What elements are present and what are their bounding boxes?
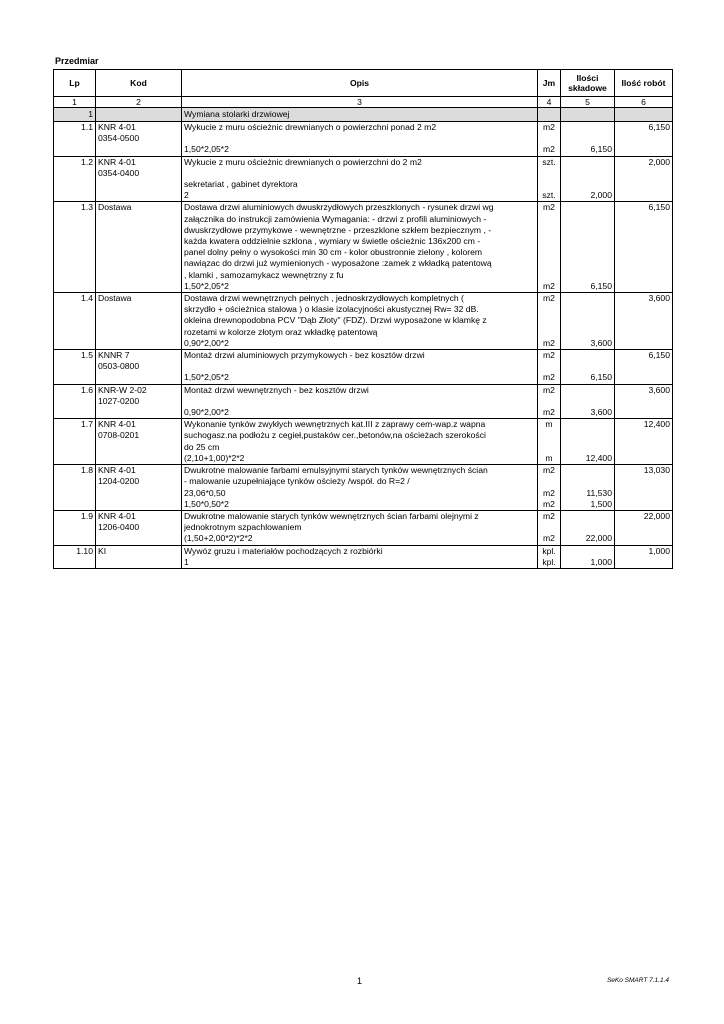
item-unit: kpl. <box>538 545 561 557</box>
item-number: 1.4 <box>54 293 96 338</box>
item-number: 1.6 <box>54 384 96 407</box>
measurement-value: 3,600 <box>561 407 615 419</box>
item-row <box>54 350 673 373</box>
measurement-total <box>615 338 673 350</box>
item-total: 12,400 <box>615 419 673 453</box>
measurement-kod <box>96 372 182 384</box>
measurement-lp <box>54 338 96 350</box>
measurement-value: 22,000 <box>561 533 615 545</box>
measurement-value: 1,500 <box>561 499 615 511</box>
item-code: KNNR 7 0503-0800 <box>96 350 182 373</box>
column-number: 4 <box>538 97 561 108</box>
measurement-formula: 1 <box>182 557 538 569</box>
item-number: 1.5 <box>54 350 96 373</box>
przedmiar-table <box>53 69 673 569</box>
measurement-kod <box>96 338 182 350</box>
item-row <box>54 122 673 145</box>
item-unit: m2 <box>538 122 561 145</box>
page-number: 1 <box>357 976 363 986</box>
item-qty-empty <box>561 293 615 338</box>
measurement-unit: m2 <box>538 144 561 156</box>
item-code: KNR 4-01 0708-0201 <box>96 419 182 453</box>
section-total <box>615 108 673 122</box>
measurement-formula: 1,50*2,05*2 <box>182 144 538 156</box>
measurement-value: 11,530 <box>561 488 615 499</box>
measurement-formula: 23,06*0,50 <box>182 488 538 499</box>
column-number: 6 <box>615 97 673 108</box>
measurement-total <box>615 499 673 511</box>
header-kod: Kod <box>96 70 182 97</box>
item-description: Wykonanie tynków zwykłych wewnętrznych kat.III z zaprawy cem-wap.z wapna suchogasz.na podłożu z cegieł,pustaków cer.,betonów,na ościeżach szerokości do 25 cm <box>182 419 538 453</box>
measurement-value: 6,150 <box>561 281 615 293</box>
item-code: KNR 4-01 1206-0400 <box>96 510 182 533</box>
header-lp: Lp <box>54 70 96 97</box>
measurement-lp <box>54 407 96 419</box>
item-total: 2,000 <box>615 156 673 190</box>
measurement-formula: (1,50+2,00*2)*2*2 <box>182 533 538 545</box>
item-total: 6,150 <box>615 122 673 145</box>
item-description: Dwukrotne malowanie starych tynków wewnętrznych ścian farbami olejnymi z jednokrotnym szpachlowaniem <box>182 510 538 533</box>
measurement-unit: m <box>538 453 561 465</box>
item-qty-empty <box>561 384 615 407</box>
measurement-unit: kpl. <box>538 557 561 569</box>
measurement-unit: szt. <box>538 190 561 202</box>
header-opis: Opis <box>182 70 538 97</box>
item-total: 6,150 <box>615 202 673 281</box>
item-code: Dostawa <box>96 293 182 338</box>
measurement-formula: 0,90*2,00*2 <box>182 407 538 419</box>
measurement-lp <box>54 488 96 499</box>
item-unit: m <box>538 419 561 453</box>
item-total: 22,000 <box>615 510 673 533</box>
header-jm: Jm <box>538 70 561 97</box>
item-unit: m2 <box>538 350 561 373</box>
item-number: 1.7 <box>54 419 96 453</box>
measurement-unit: m2 <box>538 281 561 293</box>
measurement-row <box>54 281 673 293</box>
item-number: 1.8 <box>54 465 96 488</box>
item-unit: m2 <box>538 384 561 407</box>
item-row <box>54 465 673 488</box>
measurement-row <box>54 144 673 156</box>
measurement-kod <box>96 488 182 499</box>
item-description: Wykucie z muru ościeżnic drewnianych o powierzchni do 2 m2 sekretariat , gabinet dyrektora <box>182 156 538 190</box>
measurement-row <box>54 499 673 511</box>
header-ilosc-robot: Ilość robót <box>615 70 673 97</box>
item-code: KNR 4-01 0354-0400 <box>96 156 182 190</box>
item-qty-empty <box>561 465 615 488</box>
item-total: 6,150 <box>615 350 673 373</box>
item-description: Montaż drzwi aluminiowych przymykowych - bez kosztów drzwi <box>182 350 538 373</box>
measurement-lp <box>54 190 96 202</box>
software-label: SeKo SMART 7.1.1.4 <box>606 977 669 984</box>
measurement-value: 2,000 <box>561 190 615 202</box>
item-unit: m2 <box>538 510 561 533</box>
measurement-unit: m2 <box>538 407 561 419</box>
item-row <box>54 384 673 407</box>
item-row <box>54 419 673 453</box>
item-unit: m2 <box>538 465 561 488</box>
measurement-total <box>615 557 673 569</box>
item-number: 1.2 <box>54 156 96 190</box>
measurement-row <box>54 533 673 545</box>
item-number: 1.1 <box>54 122 96 145</box>
measurement-formula: 1,50*0,50*2 <box>182 499 538 511</box>
item-unit: m2 <box>538 293 561 338</box>
measurement-kod <box>96 144 182 156</box>
measurement-kod <box>96 407 182 419</box>
measurement-total <box>615 372 673 384</box>
measurement-kod <box>96 281 182 293</box>
section-row <box>54 108 673 122</box>
section-jm <box>538 108 561 122</box>
column-number: 3 <box>182 97 538 108</box>
measurement-unit: m2 <box>538 488 561 499</box>
column-number-row <box>54 97 673 108</box>
item-total: 3,600 <box>615 384 673 407</box>
header-ilosci-skladowe: Ilości składowe <box>561 70 615 97</box>
item-total: 3,600 <box>615 293 673 338</box>
measurement-total <box>615 190 673 202</box>
measurement-formula: 1,50*2,05*2 <box>182 281 538 293</box>
item-row <box>54 510 673 533</box>
measurement-lp <box>54 144 96 156</box>
item-qty-empty <box>561 156 615 190</box>
measurement-value: 12,400 <box>561 453 615 465</box>
measurement-unit: m2 <box>538 499 561 511</box>
item-number: 1.10 <box>54 545 96 557</box>
measurement-lp <box>54 533 96 545</box>
measurement-row <box>54 488 673 499</box>
item-number: 1.9 <box>54 510 96 533</box>
item-description: Dwukrotne malowanie farbami emulsyjnymi starych tynków wewnętrznych ścian - malowanie uzupełniające tynków ościeży /współ. do R=2 / <box>182 465 538 488</box>
item-code: KNR 4-01 1204-0200 <box>96 465 182 488</box>
measurement-total <box>615 488 673 499</box>
item-row <box>54 202 673 281</box>
item-qty-empty <box>561 122 615 145</box>
page-title: Przedmiar <box>55 56 99 66</box>
item-row <box>54 545 673 557</box>
item-total: 13,030 <box>615 465 673 488</box>
item-unit: m2 <box>538 202 561 281</box>
measurement-row <box>54 338 673 350</box>
measurement-total <box>615 453 673 465</box>
measurement-row <box>54 557 673 569</box>
measurement-lp <box>54 281 96 293</box>
measurement-value: 6,150 <box>561 144 615 156</box>
measurement-kod <box>96 190 182 202</box>
column-number: 2 <box>96 97 182 108</box>
item-qty-empty <box>561 419 615 453</box>
measurement-formula: 2 <box>182 190 538 202</box>
measurement-formula: (2,10+1,00)*2*2 <box>182 453 538 465</box>
measurement-kod <box>96 557 182 569</box>
item-qty-empty <box>561 510 615 533</box>
measurement-kod <box>96 453 182 465</box>
measurement-row <box>54 453 673 465</box>
measurement-kod <box>96 499 182 511</box>
item-description: Montaż drzwi wewnętrznych - bez kosztów drzwi <box>182 384 538 407</box>
column-number: 1 <box>54 97 96 108</box>
item-qty-empty <box>561 202 615 281</box>
measurement-unit: m2 <box>538 372 561 384</box>
measurement-unit: m2 <box>538 338 561 350</box>
item-unit: szt. <box>538 156 561 190</box>
measurement-value: 6,150 <box>561 372 615 384</box>
item-description: Dostawa drzwi wewnętrznych pełnych , jednoskrzydłowych kompletnych ( skrzydło + ościeżnica stalowa ) o klasie izolacyjności akustycznej Rw= 32 dB. okleina drewnopodobna PCV "Dąb Złoty" (FDZ). Drzwi wyposażone w klamkę z rozetami w kolorze złotym oraz wkładkę patentową <box>182 293 538 338</box>
measurement-row <box>54 407 673 419</box>
item-qty-empty <box>561 350 615 373</box>
measurement-value: 1,000 <box>561 557 615 569</box>
item-description: Wywóz gruzu i materiałów pochodzących z rozbiórki <box>182 545 538 557</box>
measurement-total <box>615 281 673 293</box>
item-code: KNR 4-01 0354-0500 <box>96 122 182 145</box>
measurement-total <box>615 407 673 419</box>
item-row <box>54 156 673 190</box>
item-description: Wykucie z muru ościeżnic drewnianych o powierzchni ponad 2 m2 <box>182 122 538 145</box>
measurement-total <box>615 533 673 545</box>
measurement-lp <box>54 372 96 384</box>
section-number: 1 <box>54 108 96 122</box>
column-number: 5 <box>561 97 615 108</box>
section-kod <box>96 108 182 122</box>
measurement-lp <box>54 453 96 465</box>
header-row <box>54 70 673 97</box>
item-code: KNR-W 2-02 1027-0200 <box>96 384 182 407</box>
measurement-lp <box>54 499 96 511</box>
item-qty-empty <box>561 545 615 557</box>
item-code: Dostawa <box>96 202 182 281</box>
item-total: 1,000 <box>615 545 673 557</box>
measurement-row <box>54 190 673 202</box>
item-number: 1.3 <box>54 202 96 281</box>
item-row <box>54 293 673 338</box>
measurement-row <box>54 372 673 384</box>
measurement-formula: 0,90*2,00*2 <box>182 338 538 350</box>
measurement-value: 3,600 <box>561 338 615 350</box>
measurement-formula: 1,50*2,05*2 <box>182 372 538 384</box>
section-title: Wymiana stolarki drzwiowej <box>182 108 538 122</box>
measurement-unit: m2 <box>538 533 561 545</box>
measurement-lp <box>54 557 96 569</box>
item-description: Dostawa drzwi aluminiowych dwuskrzydłowych przeszklonych - rysunek drzwi wg załącznika do instrukcji zamówienia Wymagania: - drzwi z profili aluminiowych - dwuskrzydłowe przymykowe - wewnętrzne - przeszklone szkłem bezpiecznym , - każda kwatera oddzielnie szklona , wymiary w świetle ościeżnic 136x200 cm - panel dolny pełny o wysokości min 30 cm - kolor obustronnie zielony , kolorem nawiązac do drzwi już wymienionych - wyposażone :zamek z wkładką patentową , klamki , samozamykacz wewnętrzny z fu <box>182 202 538 281</box>
items-body <box>54 122 673 569</box>
measurement-total <box>615 144 673 156</box>
item-code: KI <box>96 545 182 557</box>
section-qty <box>561 108 615 122</box>
measurement-kod <box>96 533 182 545</box>
